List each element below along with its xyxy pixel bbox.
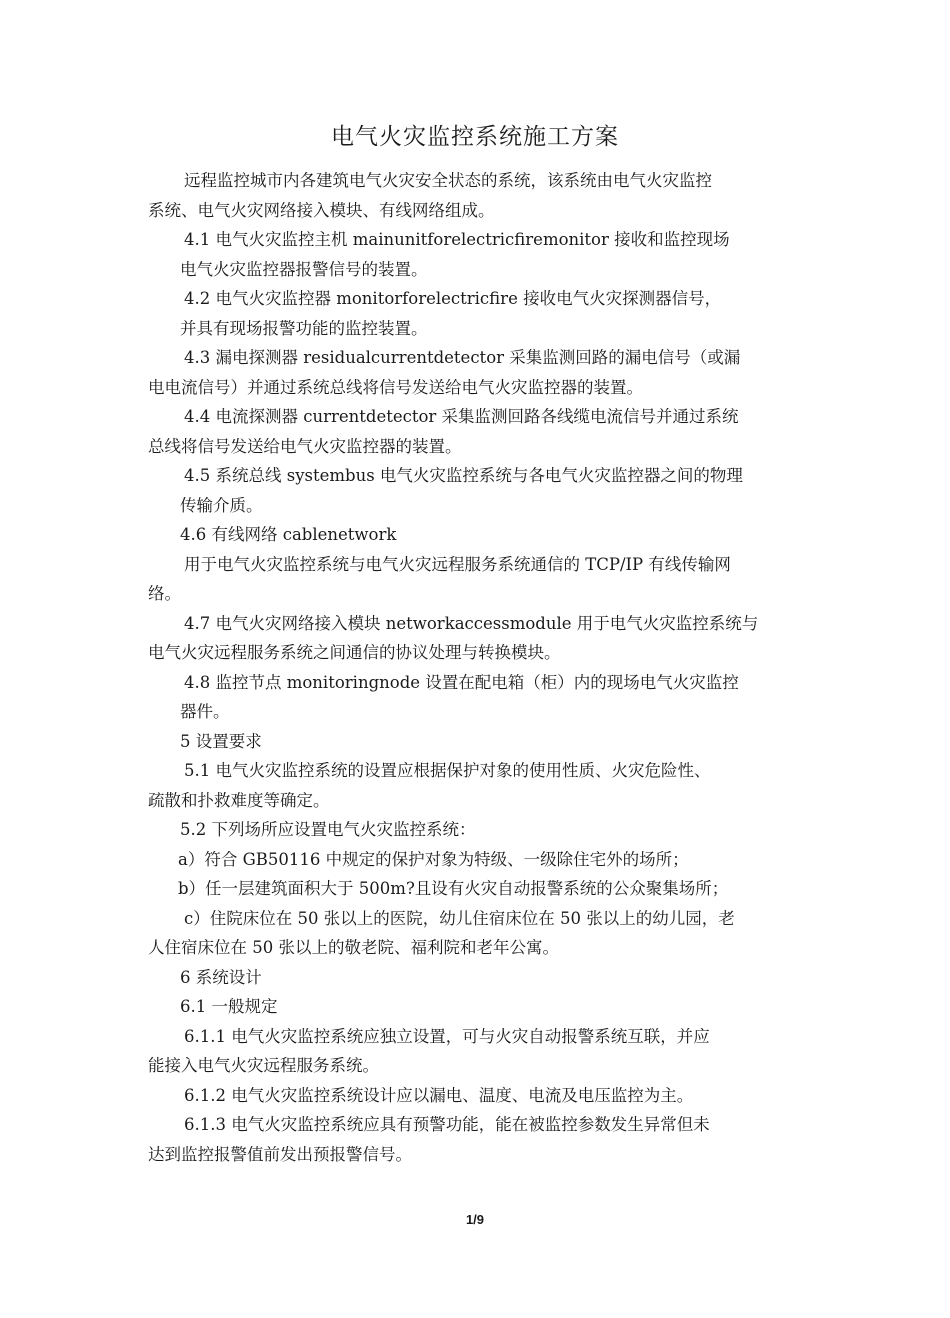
paragraph-line: 4.1 电气火灾监控主机 mainunitforelectricfiremonitor 接收和监控现场 — [184, 230, 730, 249]
list-item: b）任一层建筑面积大于 500m?且设有火灾自动报警系统的公众聚集场所； — [178, 879, 729, 898]
subsection-heading: 6.1 一般规定 — [180, 997, 278, 1016]
section-heading: 5 设置要求 — [180, 731, 262, 751]
paragraph-line: 络。 — [148, 584, 181, 603]
list-item: c）住院床位在 50 张以上的医院，幼儿住宿床位在 50 张以上的幼儿园，老 — [184, 908, 735, 928]
paragraph-line: 远程监控城市内各建筑电气火灾安全状态的系统，该系统由电气火灾监控 — [184, 171, 712, 190]
paragraph-line: 6.1.2 电气火灾监控系统设计应以漏电、温度、电流及电压监控为主。 — [184, 1085, 694, 1105]
paragraph-line: 用于电气火灾监控系统与电气火灾远程服务系统通信的 TCP/IP 有线传输网 — [184, 554, 731, 574]
page-number: 1/9 — [465, 1212, 485, 1227]
paragraph-line: 人住宿床位在 50 张以上的敬老院、福利院和老年公寓。 — [148, 938, 559, 957]
paragraph-line: 系统、电气火灾网络接入模块、有线网络组成。 — [148, 200, 495, 220]
paragraph-line: 4.2 电气火灾监控器 monitorforelectricfire 接收电气火灾探测器信号， — [184, 289, 722, 308]
paragraph-line: 电气火灾监控器报警信号的装置。 — [180, 259, 428, 279]
paragraph-line: 4.8 监控节点 monitoringnode 设置在配电箱（柜）内的现场电气火灾监控 — [184, 672, 739, 692]
paragraph-line: 传输介质。 — [180, 495, 263, 515]
paragraph-line: 达到监控报警值前发出预报警信号。 — [148, 1144, 412, 1164]
paragraph-line: 能接入电气火灾远程服务系统。 — [148, 1056, 379, 1075]
page-title: 电气火灾监控系统施工方案 — [331, 124, 619, 150]
document-body — [148, 166, 808, 1169]
list-item: a）符合 GB50116 中规定的保护对象为特级、一级除住宅外的场所； — [178, 849, 689, 869]
paragraph-line: 并具有现场报警功能的监控装置。 — [180, 318, 428, 338]
paragraph-line: 电电流信号）并通过系统总线将信号发送给电气火灾监控器的装置。 — [148, 377, 643, 397]
paragraph-line: 5.2 下列场所应设置电气火灾监控系统： — [180, 820, 476, 839]
paragraph-line: 4.5 系统总线 systembus 电气火灾监控系统与各电气火灾监控器之间的物理 — [184, 466, 743, 485]
paragraph-line: 4.4 电流探测器 currentdetector 采集监测回路各线缆电流信号并通过系统 — [184, 407, 739, 426]
section-heading: 6 系统设计 — [180, 967, 262, 987]
paragraph-line: 总线将信号发送给电气火灾监控器的装置。 — [148, 436, 462, 456]
paragraph-line: 疏散和扑救难度等确定。 — [148, 790, 330, 810]
paragraph-line: 器件。 — [180, 702, 230, 721]
paragraph-line: 4.6 有线网络 cablenetwork — [180, 525, 397, 544]
paragraph-line: 6.1.1 电气火灾监控系统应独立设置，可与火灾自动报警系统互联，并应 — [184, 1026, 710, 1046]
paragraph-line: 6.1.3 电气火灾监控系统应具有预警功能，能在被监控参数发生异常但未 — [184, 1115, 710, 1134]
paragraph-line: 4.7 电气火灾网络接入模块 networkaccessmodule 用于电气火灾监控系统与 — [184, 613, 759, 633]
paragraph-line: 电气火灾远程服务系统之间通信的协议处理与转换模块。 — [148, 643, 561, 662]
paragraph-line: 4.3 漏电探测器 residualcurrentdetector 采集监测回路的漏电信号（或漏 — [184, 348, 741, 367]
paragraph-line: 5.1 电气火灾监控系统的设置应根据保护对象的使用性质、火灾危险性、 — [184, 761, 711, 780]
